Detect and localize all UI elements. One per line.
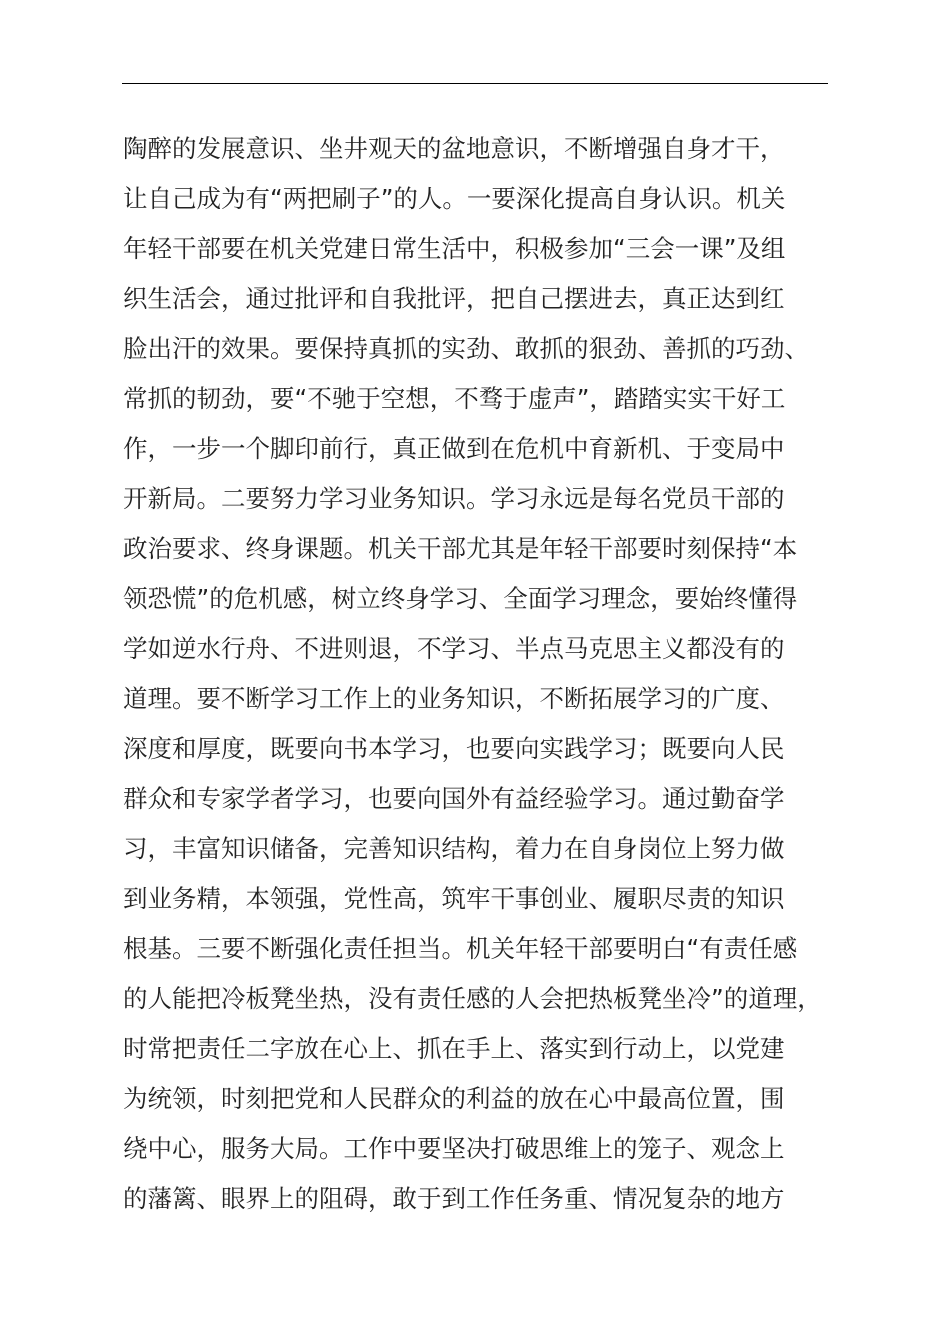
- text-line-13: 深度和厚度，既要向书本学习，也要向实践学习；既要向人民: [123, 734, 785, 763]
- text-line-21: 绕中心，服务大局。工作中要坚决打破思维上的笼子、观念上: [123, 1134, 785, 1163]
- text-line-9: 政治要求、终身课题。机关干部尤其是年轻干部要时刻保持“本: [123, 534, 798, 563]
- text-line-18: 的人能把冷板凳坐热，没有责任感的人会把热板凳坐冷”的道理，: [123, 984, 822, 1013]
- text-line-4: 织生活会，通过批评和自我批评，把自己摆进去，真正达到红: [123, 284, 785, 313]
- text-line-1: 陶醉的发展意识、坐井观天的盆地意识，不断增强自身才干，: [123, 134, 785, 163]
- text-line-7: 作，一步一个脚印前行，真正做到在危机中育新机、于变局中: [123, 434, 785, 463]
- header-rule: [122, 83, 828, 84]
- text-line-11: 学如逆水行舟、不进则退，不学习、半点马克思主义都没有的: [123, 634, 785, 663]
- text-line-17: 根基。三要不断强化责任担当。机关年轻干部要明白“有责任感: [123, 934, 798, 963]
- text-line-19: 时常把责任二字放在心上、抓在手上、落实到行动上，以党建: [123, 1034, 785, 1063]
- text-line-2: 让自己成为有“两把刷子”的人。一要深化提高自身认识。机关: [123, 184, 786, 213]
- text-line-10: 领恐慌”的危机感，树立终身学习、全面学习理念，要始终懂得: [123, 584, 798, 613]
- text-line-16: 到业务精，本领强，党性高，筑牢干事创业、履职尽责的知识: [123, 884, 785, 913]
- body-paragraph: [123, 124, 835, 1224]
- text-line-22: 的藩篱、眼界上的阻碍，敢于到工作任务重、情况复杂的地方: [123, 1184, 785, 1213]
- text-line-8: 开新局。二要努力学习业务知识。学习永远是每名党员干部的: [123, 484, 785, 513]
- text-line-6: 常抓的韧劲，要“不驰于空想，不骛于虚声”，踏踏实实干好工: [123, 384, 786, 413]
- text-line-15: 习，丰富知识储备，完善知识结构，着力在自身岗位上努力做: [123, 834, 785, 863]
- text-line-20: 为统领，时刻把党和人民群众的利益的放在心中最高位置，围: [123, 1084, 785, 1113]
- text-line-12: 道理。要不断学习工作上的业务知识，不断拓展学习的广度、: [123, 684, 785, 713]
- text-line-5: 脸出汗的效果。要保持真抓的实劲、敢抓的狠劲、善抓的巧劲、: [123, 334, 809, 363]
- text-line-14: 群众和专家学者学习，也要向国外有益经验学习。通过勤奋学: [123, 784, 785, 813]
- text-line-3: 年轻干部要在机关党建日常生活中，积极参加“三会一课”及组: [123, 234, 786, 263]
